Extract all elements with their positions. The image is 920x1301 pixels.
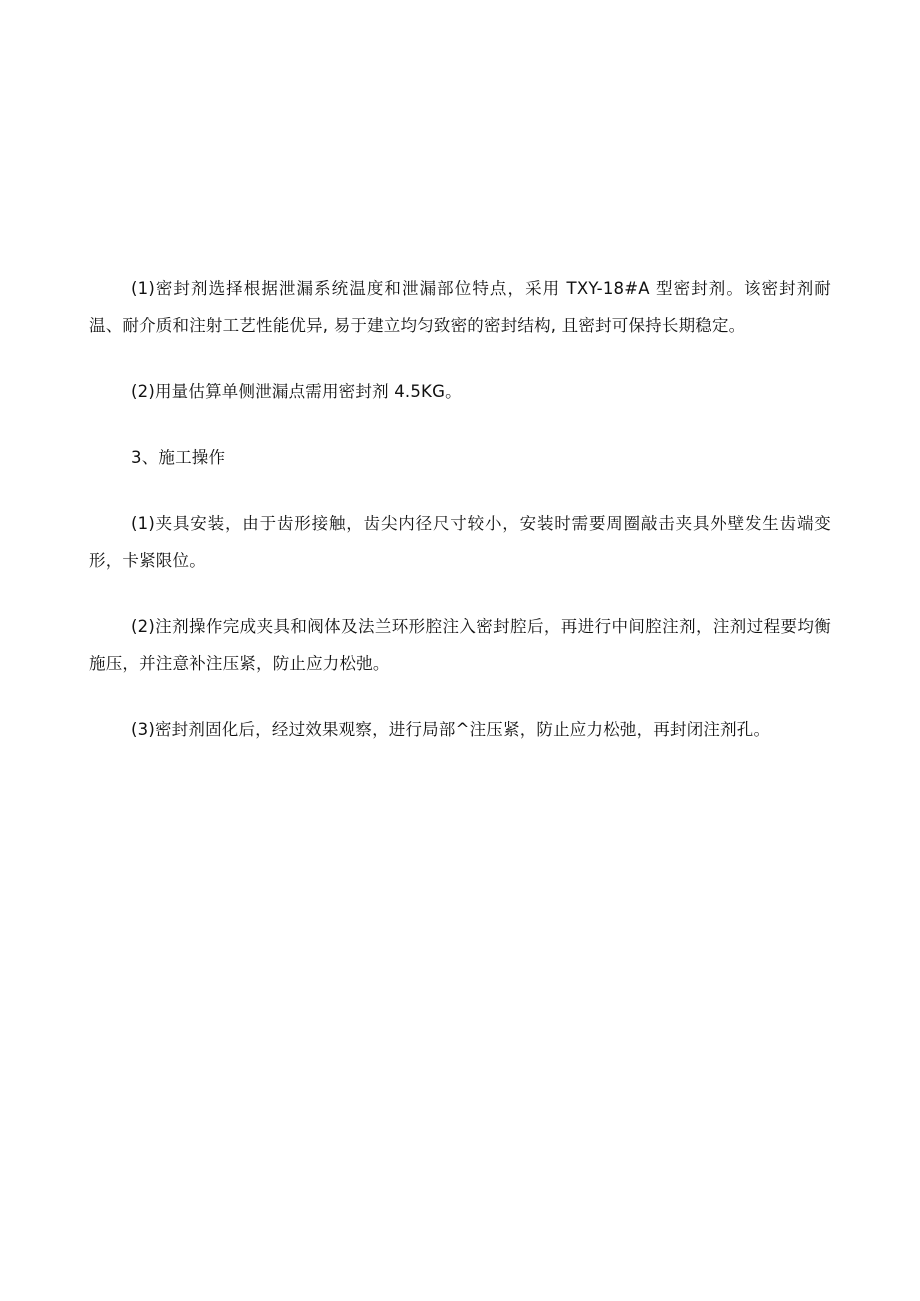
paragraph-spacer — [89, 682, 831, 711]
section-heading-construction: 3、施工操作 — [131, 448, 226, 467]
paragraph-injection-operation: (2)注剂操作完成夹具和阀体及法兰环形腔注入密封腔后，再进行中间腔注剂，注剂过程要均衡施压，并注意补注压紧，防止应力松弛。 — [89, 617, 831, 673]
paragraph-spacer — [89, 410, 831, 439]
paragraph-dosage-estimate: (2)用量估算单侧泄漏点需用密封剂 4.5KG。 — [131, 382, 462, 401]
paragraph-spacer — [89, 344, 831, 373]
paragraph-curing-inspection: (3)密封剂固化后，经过效果观察，进行局部^注压紧，防止应力松弛，再封闭注剂孔。 — [131, 720, 771, 739]
paragraph-sealant-selection: (1)密封剂选择根据泄漏系统温度和泄漏部位特点，采用 TXY-18#A 型密封剂。该密封剂耐温、耐介质和注射工艺性能优异, 易于建立均匀致密的密封结构, 且密封可保持长期稳定。 — [89, 279, 831, 335]
paragraph-fixture-installation: (1)夹具安装，由于齿形接触，齿尖内径尺寸较小，安装时需要周圈敲击夹具外壁发生齿端变形，卡紧限位。 — [89, 514, 831, 570]
paragraph-spacer — [89, 579, 831, 608]
document-body — [89, 270, 831, 748]
paragraph-spacer — [89, 476, 831, 505]
